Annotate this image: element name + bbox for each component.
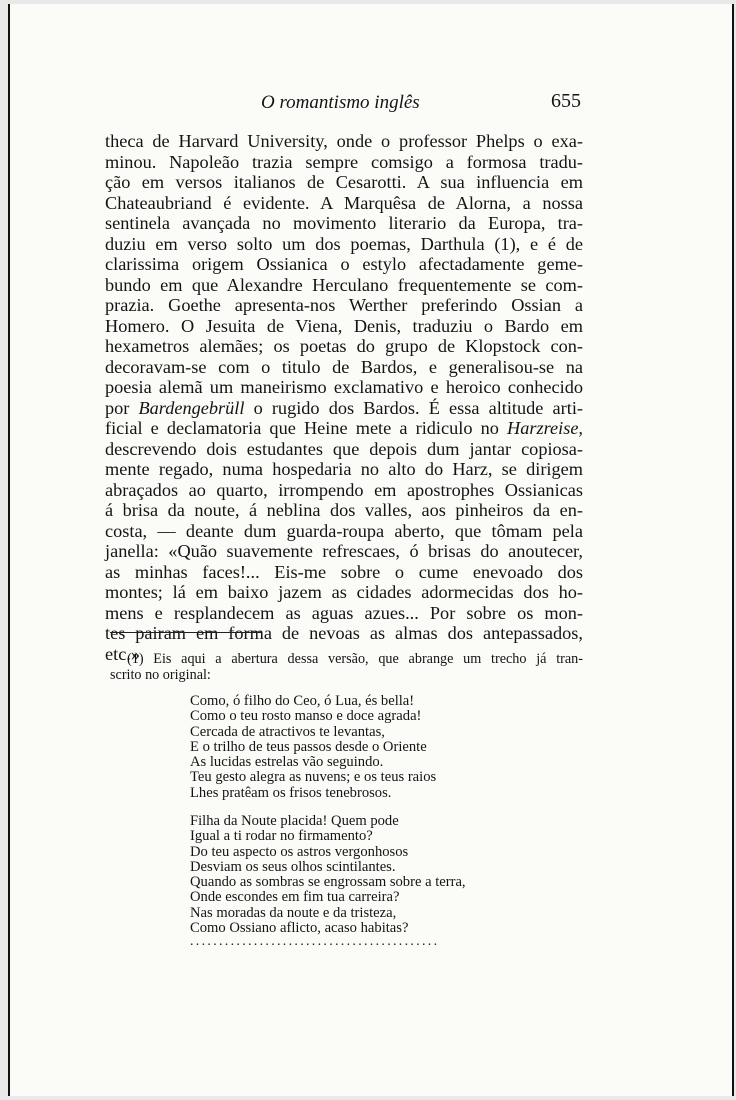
- text-segment: ficial e declamatoria que Heine mete a ridiculo no: [105, 418, 507, 438]
- text-segment: o rugido dos Bardos. É essa altitude arti-: [244, 397, 583, 418]
- text-line: janella: «Quão suavemente refrescaes, ó brisas do anoutecer,: [105, 541, 583, 561]
- text-line: á brisa da noute, á neblina dos valles, aos pinheiros da en-: [105, 500, 583, 520]
- verse-line: Como Ossiano aflicto, acaso habitas?: [190, 920, 409, 937]
- text-line: clarissima origem Ossianica o estylo afectadamente geme-: [105, 254, 583, 274]
- running-title: O romantismo inglês: [261, 92, 420, 113]
- footnote-divider: [110, 632, 261, 633]
- page-number: 655: [551, 90, 581, 112]
- verse-line: Teu gesto alegra as nuvens; e os teus raios: [190, 769, 437, 786]
- text-line: Chateaubriand é evidente. A Marquêsa de Alorna, a nossa: [105, 192, 583, 213]
- text-segment: por: [105, 397, 139, 418]
- verse-ellipsis: ...........................................: [190, 934, 440, 949]
- text-line: minou. Napoleão trazia sempre comsigo a formosa tradu-: [105, 151, 583, 172]
- text-line: prazia. Goethe apresenta-nos Werther preferindo Ossian a: [105, 295, 583, 315]
- text-line: [105, 418, 583, 439]
- text-line: ção em versos italianos de Cesarotti. A sua influencia em: [105, 172, 583, 192]
- text-line: mens e resplandecem as aguas azues... Por sobre os mon-: [105, 602, 583, 623]
- verse-line: Onde escondes em fim tua carreira?: [190, 889, 400, 906]
- verse-line: Cercada de atractivos te levantas,: [190, 723, 385, 740]
- text-line: tes pairam em forma de nevoas as almas dos antepassados,: [105, 623, 583, 643]
- verse-line: Filha da Noute placida! Quem pode: [190, 813, 399, 829]
- footnote: [110, 652, 583, 683]
- verse-stanza-1: [190, 694, 530, 801]
- footnote-line: scrito no original:: [110, 666, 211, 683]
- verse-stanza-2: [190, 814, 530, 936]
- verse-line: Quando as sombras se engrossam sobre a terra,: [190, 874, 466, 891]
- text-line: decoravam-se com o titulo de Bardos, e generalisou-se na: [105, 356, 583, 377]
- text-line: montes; lá em baixo jazem as cidades adormecidas dos ho-: [105, 582, 583, 602]
- text-line: sentinela avançada no movimento literario da Europa, tra-: [105, 213, 583, 233]
- running-head: [10, 92, 732, 116]
- text-line: [105, 398, 583, 419]
- text-line: descrevendo dois estudantes que depois dum jantar copiosa-: [105, 438, 583, 459]
- verse-line: Do teu aspecto os astros vergonhosos: [190, 843, 409, 860]
- text-line: bundo em que Alexandre Herculano frequentemente se com-: [105, 274, 583, 295]
- text-line: etc.»: [105, 643, 141, 664]
- italic-title: Bardengebrüll: [138, 397, 245, 418]
- verse-line: Igual a ti rodar no firmamento?: [190, 828, 373, 845]
- verse-line: As lucidas estrelas vão seguindo.: [190, 754, 384, 771]
- verse-line: E o trilho de teus passos desde o Oriente: [190, 738, 427, 755]
- main-text: [105, 131, 583, 664]
- italic-title: Harzreise,: [507, 418, 583, 438]
- text-line: costa, — deante dum guarda-roupa aberto, que tômam pela: [105, 520, 583, 541]
- text-line: duziu em verso solto um dos poemas, Darthula (1), e é de: [105, 233, 583, 254]
- book-page: [8, 4, 734, 1096]
- text-line: abraçados ao quarto, irrompendo em apostrophes Ossianicas: [105, 479, 583, 500]
- text-line: hexametros alemães; os poetas do grupo de Klopstock con-: [105, 336, 583, 356]
- verse-line: Desviam os seus olhos scintilantes.: [190, 858, 396, 875]
- verse-line: Como, ó filho do Ceo, ó Lua, és bella!: [190, 693, 415, 709]
- verse-line: Nas moradas da noute e da tristeza,: [190, 904, 397, 921]
- text-line: theca de Harvard University, onde o professor Phelps o exa-: [105, 131, 583, 151]
- verse-line: Como o teu rosto manso e doce agrada!: [190, 708, 422, 725]
- text-line: mente regado, numa hospedaria no alto do Harz, se dirigem: [105, 459, 583, 479]
- verse-line: Lhes pratêam os frisos tenebrosos.: [190, 784, 392, 801]
- footnote-line: (1) Eis aqui a abertura dessa versão, que abrange um trecho já tran-: [127, 651, 583, 667]
- text-line: poesia alemã um maneirismo exclamativo e heroico conhecido: [105, 377, 583, 397]
- text-line: Homero. O Jesuita de Viena, Denis, traduziu o Bardo em: [105, 315, 583, 336]
- text-line: as minhas faces!... Eis-me sobre o cume enevoado dos: [105, 561, 583, 582]
